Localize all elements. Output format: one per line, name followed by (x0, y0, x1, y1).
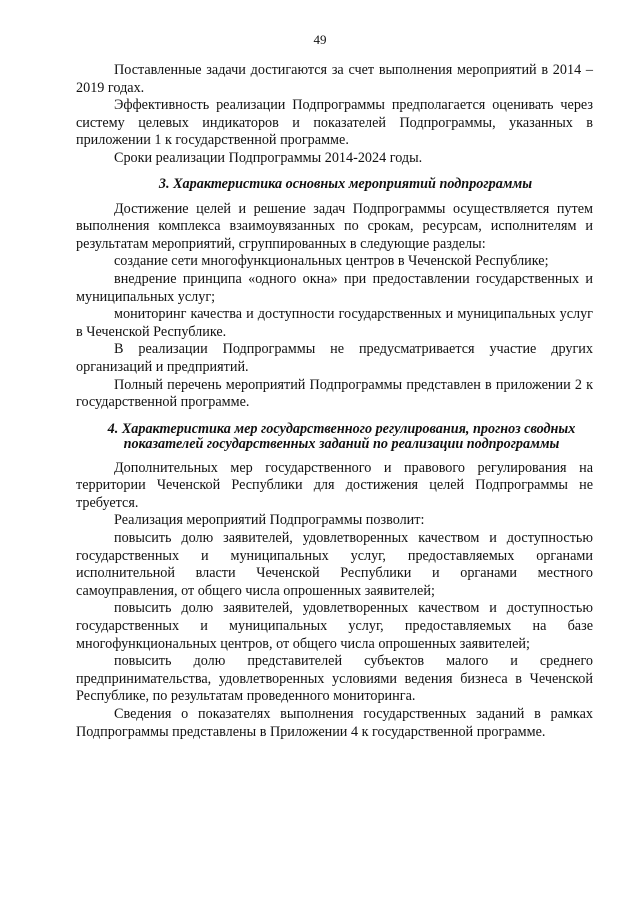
paragraph: Сведения о показателях выполнения государственных заданий в рамках Подпрограммы представлены в Приложении 4 к государственной программе. (76, 706, 593, 740)
section-3-heading: 3. Характеристика основных мероприятий подпрограммы (158, 175, 533, 192)
list-item: повысить долю заявителей, удовлетворенных качеством и доступностью государственных и муниципальных услуг, предоставляемых органами исполнительной власти Чеченской Республики и органами местного самоуправления, от общего числа опрошенных заявителей; (76, 530, 593, 599)
list-item: повысить долю заявителей, удовлетворенных качеством и доступностью государственных и муниципальных услуг, предоставляемых на базе многофункциональных центров, от общего числа опрошенных заявителей; (76, 600, 593, 652)
paragraph: В реализации Подпрограммы не предусматривается участие других организаций и предприятий. (76, 341, 593, 375)
paragraph: Полный перечень мероприятий Подпрограммы представлен в приложении 2 к государственной программе. (76, 376, 593, 411)
paragraph: Достижение целей и решение задач Подпрограммы осуществляется путем выполнения комплекса взаимоувязанных по срокам, ресурсам, исполнителям и результатам мероприятий, сгруппированных в следующие разделы: (76, 200, 593, 252)
page-body (76, 62, 593, 741)
list-item: повысить долю представителей субъектов малого и среднего предпринимательства, удовлетворенных условиями ведения бизнеса в Чеченской Республике, по результатам проведенного мониторинга. (76, 653, 593, 705)
paragraph: Поставленные задачи достигаются за счет выполнения мероприятий в 2014 – 2019 годах. (76, 62, 593, 96)
page-number: 49 (313, 32, 327, 47)
list-item: создание сети многофункциональных центров в Чеченской Республике; (114, 253, 549, 270)
section-4-heading: 4. Характеристика мер государственного регулирования, прогноз сводных показателей государственных заданий по реализации подпрограммы (107, 420, 576, 452)
paragraph: Реализация мероприятий Подпрограммы позволит: (114, 512, 425, 529)
paragraph: Эффективность реализации Подпрограммы предполагается оценивать через систему целевых индикаторов и показателей Подпрограммы, указанных в приложении 1 к государственной программе. (76, 97, 593, 149)
paragraph: Дополнительных мер государственного и правового регулирования на территории Чеченской Республики для достижения целей Подпрограммы не требуется. (76, 459, 593, 511)
list-item: мониторинг качества и доступности государственных и муниципальных услуг в Чеченской Республике. (76, 306, 593, 340)
paragraph: Сроки реализации Подпрограммы 2014-2024 годы. (114, 149, 423, 166)
list-item: внедрение принципа «одного окна» при предоставлении государственных и муниципальных услуг; (76, 270, 593, 305)
